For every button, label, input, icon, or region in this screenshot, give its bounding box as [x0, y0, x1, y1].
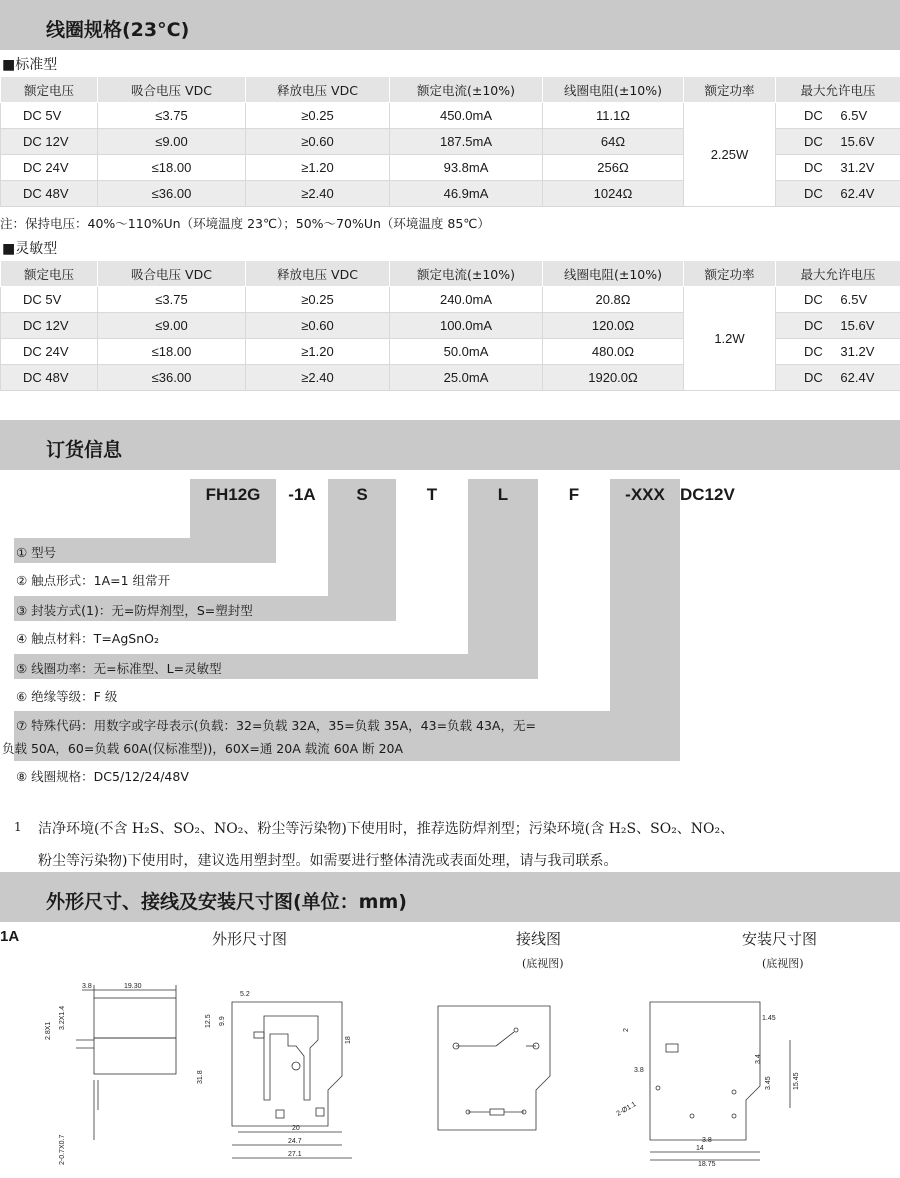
- sensitive-heading-label: 灵敏型: [15, 241, 58, 257]
- mount-label: 安装尺寸图: [742, 930, 818, 948]
- dim-label: 3.45: [765, 1076, 772, 1090]
- option-model: [14, 538, 276, 563]
- code-part-model: FH12G: [190, 479, 276, 513]
- option-coil: [14, 762, 414, 787]
- table-cell: DC 12V: [1, 129, 98, 155]
- option-label: ⑥ 绝缘等级：F 级: [16, 689, 118, 704]
- table-cell: DC 5V: [1, 287, 98, 313]
- table-cell: DC 62.4V: [776, 181, 900, 207]
- connector-package: [328, 513, 396, 596]
- mount-terminal-slot: [666, 1044, 678, 1052]
- square-bullet-icon: ■: [2, 57, 16, 73]
- table-cell: DC 15.6V: [776, 313, 900, 339]
- footnote-line-1: 洁净环境(不含 H₂S、SO₂、NO₂、粉尘等污染物)下使用时，推荐选防焊剂型；污染环境(含 H₂S、SO₂、NO₂、: [38, 821, 735, 837]
- code-part-special: -XXX: [610, 479, 680, 513]
- table-cell: ≤9.00: [98, 129, 246, 155]
- front-pin-a: [276, 1110, 284, 1118]
- table-cell: 25.0mA: [390, 365, 543, 391]
- sensitive-spec-table: [0, 260, 900, 391]
- table-cell: DC 31.2V: [776, 155, 900, 181]
- side-body-bottom: [94, 1038, 176, 1074]
- front-inner-outline: [264, 1016, 318, 1100]
- col-release-voltage: 释放电压 VDC: [246, 77, 390, 103]
- table-cell: ≤3.75: [98, 287, 246, 313]
- code-part-power: L: [468, 479, 538, 513]
- col-rated-power: 额定功率: [684, 77, 776, 103]
- front-view-drawing: [192, 980, 352, 1170]
- col-rated-current: 额定电流(±10%): [390, 261, 543, 287]
- footnote-number: 1: [14, 820, 22, 834]
- table-cell: 46.9mA: [390, 181, 543, 207]
- model-label: 1A: [0, 928, 20, 945]
- col-max-voltage: 最大允许电压: [776, 77, 900, 103]
- front-terminal: [254, 1032, 264, 1038]
- table-cell: ≤3.75: [98, 103, 246, 129]
- mount-sublabel: (底视图): [762, 957, 804, 970]
- option-contact: [14, 566, 314, 591]
- table-cell: DC 31.2V: [776, 339, 900, 365]
- dim-label: 20: [292, 1125, 300, 1132]
- connector-special: [610, 513, 680, 711]
- table-cell: 100.0mA: [390, 313, 543, 339]
- dim-label: 18: [345, 1036, 352, 1044]
- table-cell: ≥2.40: [246, 365, 390, 391]
- wiring-label: 接线图: [516, 930, 562, 948]
- table-row: [1, 287, 900, 313]
- option-material: [14, 624, 414, 649]
- table-cell: 480.0Ω: [543, 339, 684, 365]
- table-cell: DC 24V: [1, 155, 98, 181]
- dim-label: 1.45: [762, 1015, 776, 1022]
- table-cell: 1920.0Ω: [543, 365, 684, 391]
- code-part-insulation: F: [568, 485, 580, 504]
- dimensions-header: [0, 872, 900, 922]
- table-row: [1, 103, 900, 129]
- table-cell: DC 62.4V: [776, 365, 900, 391]
- table-cell: 93.8mA: [390, 155, 543, 181]
- table-cell: ≥0.25: [246, 103, 390, 129]
- dim-label: 19.30: [124, 983, 142, 990]
- option-special: [2, 711, 680, 761]
- table-cell: ≥1.20: [246, 339, 390, 365]
- dim-label: 24.7: [288, 1138, 302, 1145]
- connector-power: [468, 513, 538, 654]
- table-cell: ≤36.00: [98, 181, 246, 207]
- dim-label: 14: [696, 1145, 704, 1152]
- table-header-row: [1, 261, 900, 287]
- dim-label: 18.75: [698, 1161, 716, 1168]
- order-info-title: 订货信息: [46, 439, 123, 461]
- col-rated-voltage: 额定电压: [1, 77, 98, 103]
- wiring-diagram: [432, 1000, 562, 1140]
- table-cell: DC 6.5V: [776, 287, 900, 313]
- dim-label: 3.2X1.4: [59, 1005, 66, 1030]
- table-cell: 450.0mA: [390, 103, 543, 129]
- col-pickup-voltage: 吸合电压 VDC: [98, 77, 246, 103]
- table-cell: ≥0.60: [246, 129, 390, 155]
- code-part-material: T: [426, 485, 438, 504]
- table-cell: ≥0.25: [246, 287, 390, 313]
- table-cell: 20.8Ω: [543, 287, 684, 313]
- holding-voltage-note: 注：保持电压：40%～110%Un（环境温度 23℃）；50%～70%Un（环境温度 85℃）: [0, 216, 490, 231]
- coil-spec-title: 线圈规格(23°C): [46, 19, 190, 41]
- table-cell: 240.0mA: [390, 287, 543, 313]
- option-label: ③ 封装方式(1)：无=防焊剂型，S=塑封型: [16, 603, 253, 618]
- dim-label: 3.4: [755, 1054, 762, 1064]
- dim-label: 3.8: [634, 1067, 644, 1074]
- col-rated-current: 额定电流(±10%): [390, 77, 543, 103]
- table-cell: DC 12V: [1, 313, 98, 339]
- order-info-header: [0, 420, 900, 470]
- square-bullet-icon: ■: [2, 241, 16, 257]
- connector-model: [190, 513, 276, 538]
- standard-heading-label: 标准型: [15, 57, 58, 73]
- standard-heading: [2, 54, 57, 74]
- table-cell: 187.5mA: [390, 129, 543, 155]
- option-label: ① 型号: [16, 545, 57, 560]
- col-max-voltage: 最大允许电压: [776, 261, 900, 287]
- wiring-body-outline: [438, 1006, 550, 1130]
- side-view-drawing: [36, 980, 186, 1170]
- dim-label: 2-Ø1.1: [615, 1100, 638, 1118]
- dim-label: 2-0.7X0.7: [59, 1134, 66, 1165]
- dim-label: 2.8X1: [45, 1021, 52, 1040]
- table-cell: ≤18.00: [98, 339, 246, 365]
- dim-label: 9.9: [219, 1016, 226, 1026]
- dim-label: 12.5: [205, 1014, 212, 1028]
- dim-label: 5.2: [240, 991, 250, 998]
- table-cell: ≥2.40: [246, 181, 390, 207]
- option-package: [14, 596, 396, 621]
- option-label: ⑦ 特殊代码：用数字或字母表示(负载：32=负载 32A，35=负载 35A，43=负载 43A，无=: [16, 718, 536, 733]
- table-cell: DC 15.6V: [776, 129, 900, 155]
- code-part-coil: DC12V: [680, 485, 735, 504]
- rated-power-cell: 1.2W: [684, 287, 776, 391]
- dim-label: 27.1: [288, 1151, 302, 1158]
- front-body-outline: [232, 1002, 342, 1126]
- table-cell: 11.1Ω: [543, 103, 684, 129]
- table-cell: DC 5V: [1, 103, 98, 129]
- rated-power-cell: 2.25W: [684, 103, 776, 207]
- dimensions-title: 外形尺寸、接线及安装尺寸图(单位：mm): [46, 891, 407, 913]
- option-label: ② 触点形式：1A=1 组常开: [16, 573, 171, 588]
- mount-diagram: [610, 980, 810, 1170]
- table-cell: ≥0.60: [246, 313, 390, 339]
- table-cell: ≥1.20: [246, 155, 390, 181]
- front-pin-b: [316, 1108, 324, 1116]
- option-label: ⑧ 线圈规格：DC5/12/24/48V: [16, 769, 189, 784]
- table-header-row: [1, 77, 900, 103]
- table-cell: 1024Ω: [543, 181, 684, 207]
- option-label-cont: 负载 50A，60=负载 60A(仅标准型))，60X=通 20A 载流 60A 断 20A: [2, 741, 404, 756]
- table-cell: DC 6.5V: [776, 103, 900, 129]
- col-rated-voltage: 额定电压: [1, 261, 98, 287]
- coil-spec-header: [0, 0, 900, 50]
- dim-label: 3.8: [702, 1137, 712, 1144]
- dim-label: 31.8: [197, 1070, 204, 1084]
- code-part-contact: -1A: [288, 485, 316, 504]
- option-insulation: [14, 682, 414, 707]
- front-mark-circle: [292, 1062, 300, 1070]
- option-label: ⑤ 线圈功率：无=标准型、L=灵敏型: [16, 661, 222, 676]
- footnote-line-2: 粉尘等污染物)下使用时，建议选用塑封型。如需要进行整体清洗或表面处理，请与我司联系。: [38, 853, 618, 869]
- col-release-voltage: 释放电压 VDC: [246, 261, 390, 287]
- wiring-sublabel: (底视图): [522, 957, 564, 970]
- col-pickup-voltage: 吸合电压 VDC: [98, 261, 246, 287]
- col-coil-resistance: 线圈电阻(±10%): [543, 77, 684, 103]
- table-cell: ≤18.00: [98, 155, 246, 181]
- table-cell: DC 48V: [1, 181, 98, 207]
- table-cell: 50.0mA: [390, 339, 543, 365]
- table-cell: ≤9.00: [98, 313, 246, 339]
- table-cell: 256Ω: [543, 155, 684, 181]
- table-cell: ≤36.00: [98, 365, 246, 391]
- col-rated-power: 额定功率: [684, 261, 776, 287]
- table-cell: DC 24V: [1, 339, 98, 365]
- standard-spec-table: [0, 76, 900, 207]
- dim-label: 15.45: [793, 1072, 800, 1090]
- dim-label: 2: [623, 1028, 630, 1032]
- wiring-coil: [490, 1109, 504, 1115]
- code-part-package: S: [328, 479, 396, 513]
- table-cell: 64Ω: [543, 129, 684, 155]
- option-power: [14, 654, 538, 679]
- wiring-terminal-b: [514, 1028, 518, 1032]
- mount-body-outline: [650, 1002, 760, 1140]
- option-label: ④ 触点材料：T=AgSnO₂: [16, 631, 159, 646]
- table-cell: DC 48V: [1, 365, 98, 391]
- outline-label: 外形尺寸图: [212, 930, 288, 948]
- col-coil-resistance: 线圈电阻(±10%): [543, 261, 684, 287]
- dim-label: 3.8: [82, 983, 92, 990]
- table-cell: 120.0Ω: [543, 313, 684, 339]
- side-body-top: [94, 998, 176, 1038]
- sensitive-heading: [2, 238, 57, 258]
